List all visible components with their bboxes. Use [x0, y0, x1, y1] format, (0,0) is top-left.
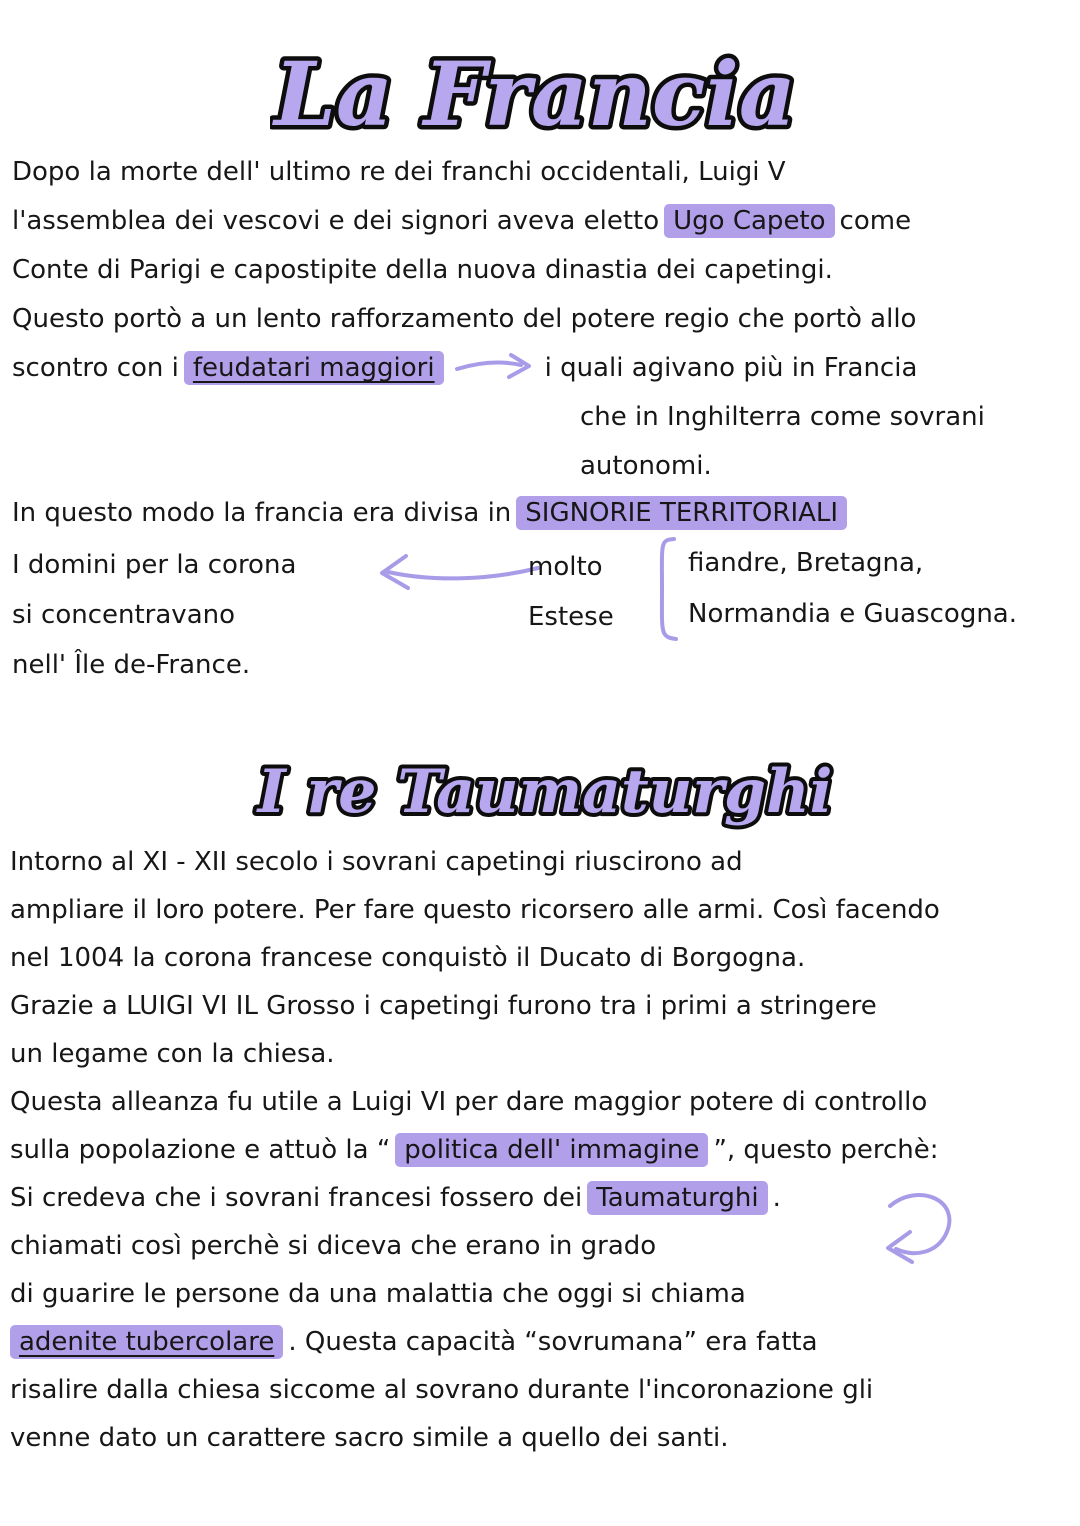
note-line: [528, 592, 614, 642]
note-line: [12, 590, 296, 640]
note-line: [12, 295, 985, 344]
text-segment: autonomi.: [580, 451, 712, 481]
note-line: [688, 538, 1017, 589]
text-segment: molto: [528, 552, 603, 582]
title-text-taumaturghi: I re Taumaturghi: [257, 757, 833, 827]
note-line: [12, 640, 296, 690]
highlight-politica-immagine: politica dell' immagine: [395, 1133, 708, 1167]
text-segment: fiandre, Bretagna,: [688, 548, 924, 578]
note-line: [12, 393, 985, 442]
text-segment: venne dato un carattere sacro simile a quello dei santi.: [10, 1423, 729, 1453]
text-segment: Intorno al XI - XII secolo i sovrani capetingi riuscirono ad: [10, 847, 743, 877]
text-segment: di guarire le persone da una malattia che oggi si chiama: [10, 1279, 746, 1309]
curved-arrow-left-icon: [866, 1188, 966, 1276]
note-line: [10, 934, 940, 982]
paragraph-francia-intro: [12, 148, 985, 491]
note-line: [10, 1078, 940, 1126]
text-segment: Questa alleanza fu utile a Luigi VI per dare maggior potere di controllo: [10, 1087, 928, 1117]
text-segment: come: [839, 206, 912, 236]
text-segment: si concentravano: [12, 600, 236, 630]
note-line: [12, 540, 296, 590]
division-mid-column: [528, 542, 614, 642]
note-line: [10, 1366, 940, 1414]
arrow-right-icon: [455, 352, 539, 382]
text-segment: Conte di Parigi e capostipite della nuova dinastia dei capetingi.: [12, 255, 833, 285]
text-segment: sulla popolazione e attuò la “: [10, 1135, 391, 1165]
note-line: [688, 589, 1017, 640]
highlight-adenite-tubercolare: adenite tubercolare: [10, 1325, 283, 1359]
text-segment: In questo modo la francia era divisa in: [12, 498, 512, 528]
highlight-ugo-capeto: Ugo Capeto: [664, 204, 834, 238]
note-line: [12, 148, 985, 197]
left-square-bracket-icon: [650, 535, 680, 643]
text-segment: un legame con la chiesa.: [10, 1039, 335, 1069]
text-segment: Normandia e Guascogna.: [688, 599, 1017, 629]
note-line: [10, 1318, 940, 1366]
note-line: [10, 1414, 940, 1462]
text-segment: Estese: [528, 602, 614, 632]
note-line: [10, 886, 940, 934]
note-line: [10, 1174, 940, 1222]
note-line: [12, 442, 985, 491]
note-line: [10, 1030, 940, 1078]
title-text-la-francia: La Francia: [274, 42, 796, 146]
text-segment: Si credeva che i sovrani francesi fossero dei: [10, 1183, 583, 1213]
note-line: [10, 1126, 940, 1174]
text-segment: ampliare il loro potere. Per fare questo ricorsero alle armi. Così facendo: [10, 895, 940, 925]
note-line: [10, 838, 940, 886]
paragraph-division-intro: [12, 489, 852, 538]
text-segment: risalire dalla chiesa siccome al sovrano durante l'incoronazione gli: [10, 1375, 874, 1405]
text-segment: i quali agivano più in Francia: [544, 353, 918, 383]
note-line: [12, 489, 852, 538]
note-line: [12, 344, 985, 393]
section-title-taumaturghi: [235, 742, 855, 842]
text-segment: che in Inghilterra come sovrani: [580, 402, 985, 432]
highlight-taumaturghi: Taumaturghi: [587, 1181, 767, 1215]
text-segment: I domini per la corona: [12, 550, 297, 580]
text-segment: Questo portò a un lento rafforzamento del potere regio che portò allo: [12, 304, 917, 334]
note-line: [528, 542, 614, 592]
division-left-column: [12, 540, 296, 690]
note-line: [10, 982, 940, 1030]
text-segment: chiamati così perchè si diceva che erano in grado: [10, 1231, 657, 1261]
arrow-left-icon: [372, 552, 542, 594]
note-line: [10, 1222, 940, 1270]
text-segment: ”, questo perchè:: [713, 1135, 939, 1165]
text-segment: scontro con i: [12, 353, 179, 383]
highlight-feudatari-maggiori: feudatari maggiori: [184, 351, 444, 385]
text-segment: .: [772, 1183, 781, 1213]
text-segment: . Questa capacità “sovrumana” era fatta: [288, 1327, 818, 1357]
note-line: [10, 1270, 940, 1318]
highlight-signorie-territoriali: SIGNORIE TERRITORIALI: [516, 496, 847, 530]
division-right-column: [688, 538, 1017, 640]
note-line: [12, 197, 985, 246]
text-segment: Dopo la morte dell' ultimo re dei franchi occidentali, Luigi V: [12, 157, 786, 187]
section-title-la-francia: [270, 25, 800, 157]
note-line: [12, 246, 985, 295]
text-segment: nel 1004 la corona francese conquistò il Ducato di Borgogna.: [10, 943, 806, 973]
text-segment: l'assemblea dei vescovi e dei signori aveva eletto: [12, 206, 660, 236]
paragraph-taumaturghi: [10, 838, 940, 1462]
text-segment: Grazie a LUIGI VI IL Grosso i capetingi furono tra i primi a stringere: [10, 991, 877, 1021]
text-segment: nell' Île de-France.: [12, 650, 251, 680]
